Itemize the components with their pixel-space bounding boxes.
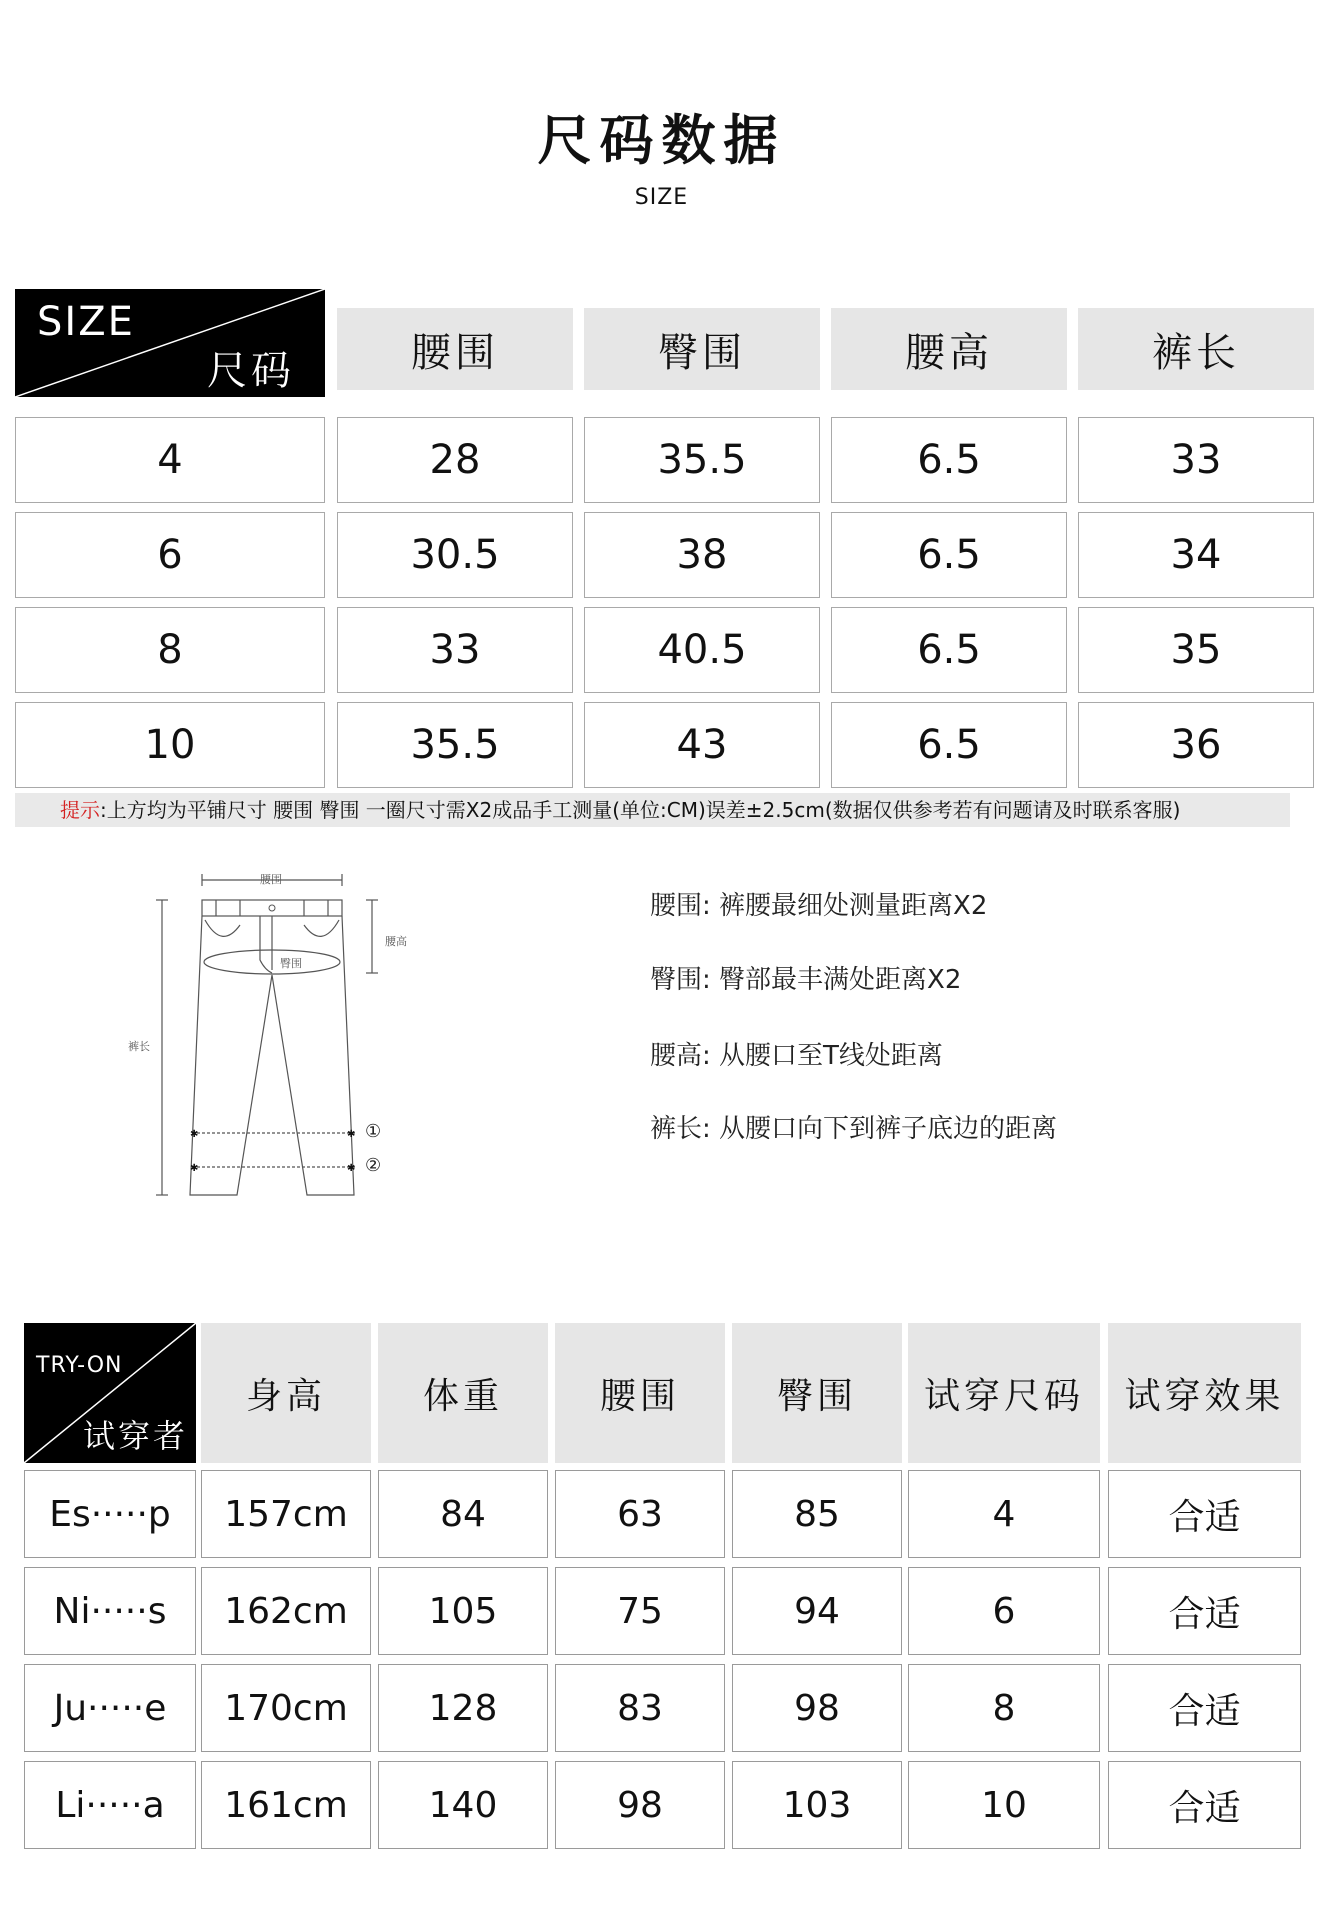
pants-diagram [120, 865, 420, 1205]
tryon-cell: 8 [908, 1664, 1100, 1752]
tryon-cell: 103 [732, 1761, 902, 1849]
tryon-col-header-waist: 腰围 [555, 1323, 725, 1463]
tryon-cell: 140 [378, 1761, 548, 1849]
size-cell: 35.5 [337, 702, 573, 788]
size-cell: 38 [584, 512, 820, 598]
size-cell: 34 [1078, 512, 1314, 598]
tryon-cell: 162cm [201, 1567, 371, 1655]
tryon-cell: 85 [732, 1470, 902, 1558]
size-corner-bottom-label: 尺码 [207, 348, 295, 394]
svg-text:✱: ✱ [190, 1163, 199, 1174]
size-col-header-rise: 腰高 [831, 308, 1067, 390]
diagram-label-hip: 臀围 [280, 957, 302, 970]
size-cell: 33 [337, 607, 573, 693]
size-cell: 30.5 [337, 512, 573, 598]
size-cell: 36 [1078, 702, 1314, 788]
diagram-mark-2: ② [365, 1155, 382, 1176]
size-cell: 40.5 [584, 607, 820, 693]
tryon-col-header-weight: 体重 [378, 1323, 548, 1463]
tryon-cell: 合适 [1108, 1664, 1301, 1752]
tryon-cell: 合适 [1108, 1761, 1301, 1849]
tryon-cell: 10 [908, 1761, 1100, 1849]
size-cell: 6.5 [831, 512, 1067, 598]
tryon-cell: 98 [555, 1761, 725, 1849]
size-cell: 6.5 [831, 702, 1067, 788]
tryon-corner-header [24, 1323, 196, 1463]
size-cell: 43 [584, 702, 820, 788]
tryon-cell: 4 [908, 1470, 1100, 1558]
tryon-cell: 94 [732, 1567, 902, 1655]
size-cell: 6.5 [831, 417, 1067, 503]
tryon-cell: 105 [378, 1567, 548, 1655]
size-col-header-waist: 腰围 [337, 308, 573, 390]
size-cell: 4 [15, 417, 325, 503]
definition-rise: 腰高: 从腰口至T线处距离 [650, 1041, 943, 1071]
tryon-cell: 157cm [201, 1470, 371, 1558]
tryon-cell: Es·····p [24, 1470, 196, 1558]
tryon-col-header-hip: 臀围 [732, 1323, 902, 1463]
size-col-header-length: 裤长 [1078, 308, 1314, 390]
size-col-header-hip: 臀围 [584, 308, 820, 390]
tryon-cell: 6 [908, 1567, 1100, 1655]
tryon-corner-bottom-label: 试穿者 [82, 1417, 188, 1455]
diagram-label-rise: 腰高 [385, 935, 407, 948]
diagram-mark-1: ① [365, 1121, 382, 1142]
size-cell: 35.5 [584, 417, 820, 503]
tryon-cell: Ni·····s [24, 1567, 196, 1655]
tryon-cell: 170cm [201, 1664, 371, 1752]
tip-label: 提示 [60, 798, 100, 822]
definition-length: 裤长: 从腰口向下到裤子底边的距离 [650, 1114, 1058, 1144]
tryon-cell: 63 [555, 1470, 725, 1558]
page-subtitle: SIZE [634, 185, 689, 210]
diagram-label-waist: 腰围 [260, 873, 282, 886]
diagram-label-length: 裤长 [128, 1040, 150, 1053]
tryon-col-header-fit: 试穿效果 [1108, 1323, 1301, 1463]
tryon-col-header-height: 身高 [201, 1323, 371, 1463]
tryon-cell: 合适 [1108, 1567, 1301, 1655]
svg-text:✱: ✱ [347, 1129, 356, 1140]
measurement-tip [15, 793, 1290, 827]
tip-text: :上方均为平铺尺寸 腰围 臀围 一圈尺寸需X2成品手工测量(单位:CM)误差±2.5cm(数据仅供参考若有问题请及时联系客服) [100, 798, 1181, 822]
definition-waist: 腰围: 裤腰最细处测量距离X2 [650, 891, 988, 921]
definition-hip: 臀围: 臀部最丰满处距离X2 [650, 965, 962, 995]
tryon-cell: Ju·····e [24, 1664, 196, 1752]
size-cell: 6 [15, 512, 325, 598]
size-cell: 35 [1078, 607, 1314, 693]
tryon-cell: 98 [732, 1664, 902, 1752]
page-title: 尺码数据 [537, 109, 786, 172]
size-cell: 6.5 [831, 607, 1067, 693]
tryon-cell: 83 [555, 1664, 725, 1752]
tryon-cell: 128 [378, 1664, 548, 1752]
tryon-corner-top-label: TRY-ON [36, 1353, 123, 1378]
tryon-cell: 75 [555, 1567, 725, 1655]
svg-text:✱: ✱ [347, 1163, 356, 1174]
svg-text:✱: ✱ [190, 1129, 199, 1140]
size-cell: 28 [337, 417, 573, 503]
tryon-cell: 84 [378, 1470, 548, 1558]
size-corner-header [15, 289, 325, 397]
tryon-cell: Li·····a [24, 1761, 196, 1849]
tryon-cell: 161cm [201, 1761, 371, 1849]
tryon-cell: 合适 [1108, 1470, 1301, 1558]
tryon-col-header-size: 试穿尺码 [908, 1323, 1100, 1463]
size-cell: 10 [15, 702, 325, 788]
size-cell: 8 [15, 607, 325, 693]
size-cell: 33 [1078, 417, 1314, 503]
size-corner-top-label: SIZE [37, 299, 135, 345]
